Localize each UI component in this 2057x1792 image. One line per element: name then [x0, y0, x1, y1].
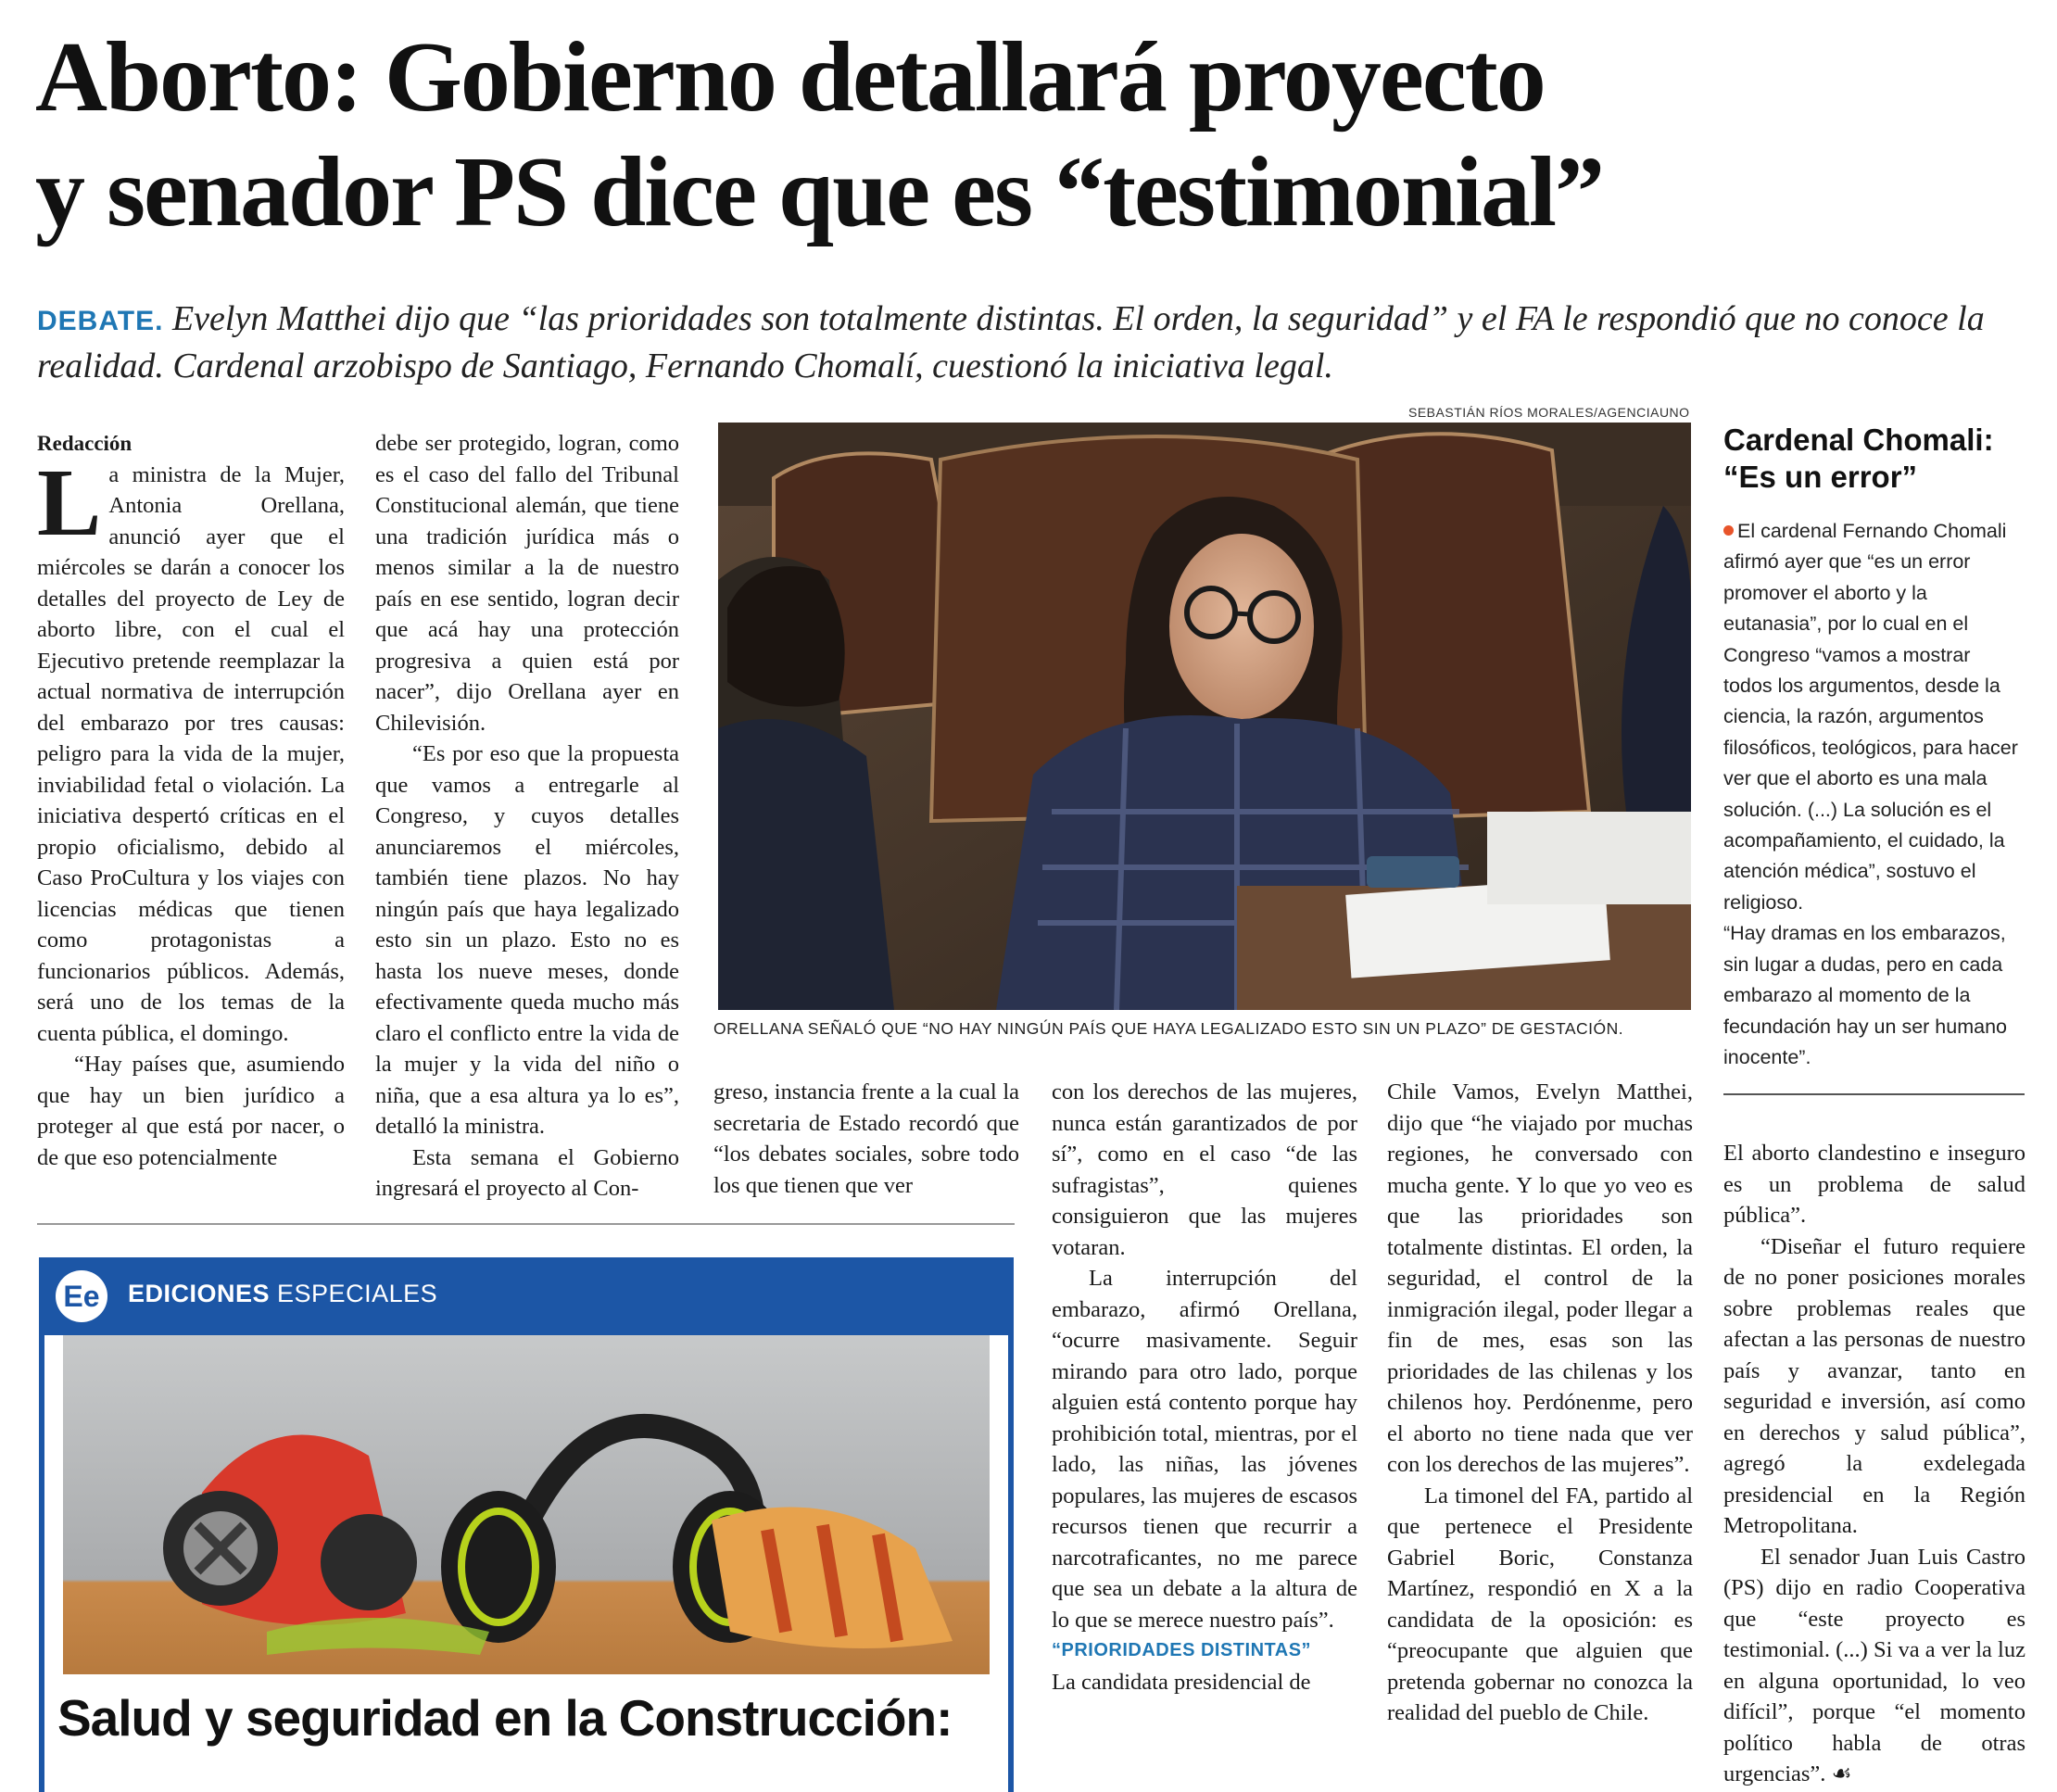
article-photo [718, 423, 1691, 1010]
column-5 [1387, 1077, 1693, 1729]
section-divider [37, 1223, 1015, 1225]
column-2-paragraph-1: debe ser protegido, logran, como es el caso del fallo del Tribunal Constitucional alemán, que tiene una tradición jurídica más o menos similar a la de nuestro país en ese sentido, logran decir que acá hay una protección progresiva a quien está por nacer”, dijo Orellana ayer en Chilevisión. [375, 431, 679, 736]
safety-gear-illustration [63, 1335, 990, 1674]
headline-line-2: y senador PS dice que es “testimonial” [35, 137, 1604, 247]
sidebar-paragraph-1: El cardenal Fernando Chomali afirmó ayer que “es un error promover el aborto y la eutanasia”, por lo cual en el Congreso “vamos a mostrar todos los argumentos, desde la ciencia, la razón, argumentos filosóficos, teológicos, para hacer ver que el aborto es una mala solución. (...) La solución es el acompañamiento, el cuidado, la atención médica”, sostuvo el religioso. [1723, 520, 2018, 914]
column-1 [37, 428, 345, 1173]
ad-header [39, 1257, 1014, 1335]
column-2 [375, 428, 679, 1205]
sidebar-paragraph-2: “Hay dramas en los embarazos, sin lugar a dudas, pero en cada embarazo al momento de la fecundación hay un ser humano inocente”. [1723, 922, 2007, 1068]
sidebar-title-line-2: “Es un error” [1723, 460, 1918, 494]
column-4-subhead: “PRIORIDADES DISTINTAS” [1052, 1640, 1312, 1660]
deck-kicker: DEBATE. [37, 306, 164, 336]
column-2-paragraph-3: Esta semana el Gobierno ingresará el proyecto al Con- [375, 1144, 679, 1201]
sidebar-text [1723, 516, 2025, 1073]
deck-text: Evelyn Matthei dijo que “las prioridades son totalmente distintas. El orden, la seguridad” y el FA le respondió que no conoce la realidad. Cardenal arzobispo de Santiago, Fernando Chomalí, cuestionó la iniciativa legal. [37, 299, 1985, 385]
photo-illustration [718, 423, 1691, 1010]
sidebar-box [1723, 422, 2025, 1073]
column-6-paragraph-3: El senador Juan Luis Castro (PS) dijo en radio Cooperativa que “este proyecto es testimonial. (...) Si va a ver la luz en alguna oportunidad, lo veo difícil”, porque “el momento político habla de otras urgencias”. ☙ [1723, 1544, 2025, 1786]
column-1-paragraph-2: “Hay países que, asumiendo que hay un bien jurídico a proteger al que está por nacer, o de que eso potencialmente [37, 1052, 345, 1170]
column-2-paragraph-2: “Es por eso que la propuesta que vamos a entregarle al Congreso, y cuyos detalles anunciaremos el miércoles, también tiene plazos. No hay ningún país que haya legalizado esto sin un plazo. Esto no es hasta los nueve meses, donde efectivamente queda mucho más claro el conflicto entre la vida de la mujer y la vida del niño o niña, que a esa altura ya lo es”, detalló la ministra. [375, 741, 679, 1139]
column-4-paragraph-1: con los derechos de las mujeres, nunca están garantizados de por sí”, como en el caso “de las sufragistas”, quienes consiguieron que las mujeres votaran. [1052, 1079, 1357, 1260]
byline: Redacción [37, 432, 133, 455]
column-4 [1052, 1077, 1357, 1697]
sidebar-title-line-1: Cardenal Chomali: [1723, 423, 1994, 457]
sidebar-divider [1723, 1093, 2025, 1095]
sidebar-title [1723, 422, 2025, 496]
deck [37, 297, 2029, 388]
column-5-paragraph-2: La timonel del FA, partido al que pertenece el Presidente Gabriel Boric, Constanza Martínez, respondió en X a la candidata de la oposición: es “preocupante que alguien que pretenda gobernar no conozca la realidad del pueblo de Chile. [1387, 1483, 1693, 1725]
ad-body [44, 1335, 1008, 1792]
photo-caption: ORELLANA SEÑALÓ QUE “NO HAY NINGÚN PAÍS QUE HAYA LEGALIZADO ESTO SIN UN PLAZO” DE GESTACIÓN. [713, 1019, 1624, 1038]
end-mark-icon: ☙ [1831, 1761, 1852, 1786]
column-6 [1723, 1138, 2025, 1790]
column-3 [713, 1077, 1019, 1201]
ad-image [63, 1335, 990, 1674]
ad-title: Salud y seguridad en la Construcción: [57, 1689, 953, 1747]
ad-section-label: EDICIONES ESPECIALES [128, 1280, 438, 1307]
column-6-paragraph-1: El aborto clandestino e inseguro es un problema de salud pública”. [1723, 1141, 2025, 1228]
column-4-paragraph-2: La interrupción del embarazo, afirmó Orellana, “ocurre masivamente. Seguir mirando para otro lado, porque alguien está contento porque hay prohibición total, mientras, por el lado, las niñas, las jóvenes populares, las mujeres de escasos recursos tienen que recurrir a narcotraficantes, no me parece que sea un debate a la altura de lo que se merece nuestro país”. [1052, 1266, 1357, 1633]
column-4-paragraph-3: La candidata presidencial de [1052, 1669, 1311, 1695]
column-6-paragraph-2: “Diseñar el futuro requiere de no poner posiciones morales sobre problemas reales que afectan a las personas de nuestro país y avanzar, tanto en seguridad e inversión, así como en derechos y salud pública”, agregó la exdelegada presidencial en la Región Metropolitana. [1723, 1233, 2025, 1538]
drop-cap: L [37, 448, 102, 556]
column-3-paragraph-1: greso, instancia frente a la cual la secretaria de Estado recordó que “los debates sociales, sobre todo los que tienen que ver [713, 1079, 1019, 1198]
headline [35, 20, 2037, 250]
photo-credit: SEBASTIÁN RÍOS MORALES/AGENCIAUNO [1408, 405, 1690, 420]
headline-line-1: Aborto: Gobierno detallará proyecto [35, 22, 1545, 133]
ee-logo: Ee [56, 1270, 107, 1322]
bullet-dot-icon [1723, 525, 1734, 536]
column-1-paragraph-1: La ministra de la Mujer, Antonia Orellana, anunció ayer que el miércoles se darán a conocer los detalles del proyecto de Ley de aborto libre, con el cual el Ejecutivo pretende reemplazar la actual normativa de interrupción del embarazo por tres causas: peligro para la vida de la mujer, inviabilidad fetal o violación. La iniciativa despertó críticas en el propio oficialismo, debido al Caso ProCultura y los viajes con licencias médicas que tienen como protagonistas a funcionarios públicos. Además, será uno de los temas de la cuenta pública, el domingo. [37, 448, 345, 1046]
column-5-paragraph-1: Chile Vamos, Evelyn Matthei, dijo que “he viajado por muchas regiones, he conversado con mucha gente. Y lo que yo veo es que las prioridades son totalmente distintas. El orden, la seguridad, el control de la inmigración ilegal, poder llegar a fin de mes, esas son las prioridades de las chilenas y los chilenos hoy. Perdónenme, pero el aborto no tiene nada que ver con los derechos de las mujeres”. [1387, 1079, 1693, 1477]
special-editions-ad[interactable] [39, 1257, 1014, 1792]
